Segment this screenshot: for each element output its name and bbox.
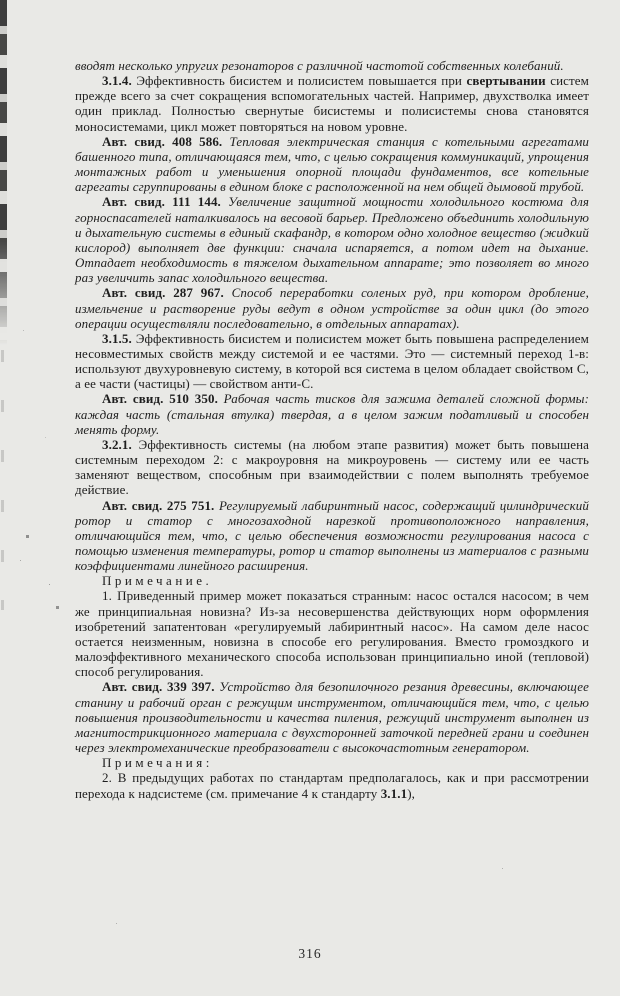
scan-edge-artifact (0, 0, 7, 345)
paragraph-10 (75, 588, 589, 679)
text-run: Устройство для безопилочного резания древесины, включающее станину и рабочий орган с режущим инструментом, отличающийся тем, что, с целью повышения производительности и качества пиления, режущий инструмент выполнен из магнитострикционного материала с двухсторонней заточкой передней грани и соединен через электромеханические преобразователи с высокочастотным генератором. (75, 679, 589, 756)
paragraph-11 (75, 679, 589, 755)
text-run: Эффективность бисистем и полисистем повышается при (131, 73, 467, 89)
text-run: Тепловая электрическая станция с котельными агрегатами башенного типа, отличающаяся тем, что, с целью сокращения коммуникаций, упрощения монтажных работ и уменьшения опорной площади фундаментов, все котельные агрегаты сгруппированы в едином блоке с расположенной на нем общей дымовой трубой. (75, 133, 590, 195)
text-run: 3.1.4. (102, 73, 132, 89)
paragraph-3 (75, 194, 589, 285)
paragraph-0 (75, 58, 589, 73)
text-run: 3.1.1 (380, 785, 408, 801)
text-run: Увеличение защитной мощности холодильного костюма для горноспасателей наталкивалось на весовой барьер. Предложено объединить холодильную и дыхательную системы в единый скафандр, в котором одно холодное вещество (жидкий кислород) выполняет две функции: сначала испаряется, а потом идет на дыхание. Отпадает необходимость в тяжелом дыхательном аппарате; это позволяет во много раз увеличить запас холодильного вещества. (75, 194, 589, 286)
text-run: Эффективность бисистем и полисистем может быть повышена распределением несовместимых свойств между системой и ее частями. Это — системный переход 1-в: используют двухуровневую систему, в которой вся система в целом обладает свойством С, а ее части (частицы) — свойством анти-С. (75, 330, 589, 392)
paragraph-8 (75, 498, 589, 574)
paragraph-9 (75, 573, 589, 588)
text-block (75, 58, 589, 801)
paragraph-5 (75, 331, 589, 392)
text-run: систем прежде всего за счет сокращения вспомогательных частей. Например, двухстволка имеет один приклад. Полностью свернутые бисистемы и полисистемы снова становятся моносистемами, цикл может повторяться на новом уровне. (75, 73, 589, 134)
paragraph-12 (75, 755, 589, 770)
text-run: Регулируемый лабиринтный насос, содержащий цилиндрический ротор и статор с многозаходной нарезкой противоположного направления, отличающийся тем, что, с целью обеспечения возможности регулирования насоса с помощью изменения температуры, ротор и статор выполнены из материалов с разными коэффициентами линейного расширения. (75, 497, 589, 574)
text-run: Авт. свид. 339 397. (102, 679, 215, 695)
paragraph-7 (75, 437, 589, 498)
page-number: 316 (298, 946, 322, 961)
paragraph-6 (75, 391, 589, 436)
text-run: вводят несколько упругих резонаторов с различной частотой собственных колебаний. (75, 58, 564, 73)
text-run: Авт. свид. 287 967. (102, 285, 224, 301)
paper-specks (0, 0, 1, 1)
paragraph-13 (75, 770, 589, 800)
text-run: Рабочая часть тисков для зажима деталей сложной формы: каждая часть (стальная втулка) твердая, а в целом зажим податливый и способен менять форму. (75, 391, 590, 437)
text-run: Авт. свид. 111 144. (102, 194, 221, 210)
text-run: Эффективность системы (на любом этапе развития) может быть повышена системным переходом 2: с макроуровня на микроуровень — систему или ее часть заменяют веществом, способным при взаимодействии с полем выполнять требуемое действие. (75, 436, 589, 498)
text-run: ), (407, 785, 415, 801)
text-run: Авт. свид. 510 350. (102, 391, 218, 407)
text-run: свертывании (466, 73, 546, 89)
text-run: 1. Приведенный пример может показаться странным: насос остался насосом; в чем же принципиальная новизна? Из-за несовершенства действующих норм оформления изобретений запатентован «регулируемый лабиринтный насос». На самом деле насос остается неизменным, новизна в способе его регулирования. Вместо громоздкого и малоэффективного механического способа использован принципиально иной (тепловой) способ регулирования. (75, 588, 589, 680)
paragraph-1 (75, 73, 589, 134)
text-run: Способ переработки соленых руд, при котором дробление, измельчение и растворение руды ведут в одном устройстве за один цикл (до этого операции осуществляли последовательно, в отдельных аппаратах). (75, 285, 590, 331)
text-run: 3.2.1. (102, 436, 132, 452)
text-run: Примечания: (102, 755, 213, 771)
text-run: Авт. свид. 408 586. (102, 133, 223, 149)
paragraph-4 (75, 285, 589, 330)
paragraph-2 (75, 134, 589, 195)
scan-edge-artifact-lower (1, 350, 4, 610)
text-run: Примечание. (102, 573, 213, 589)
text-run: Авт. свид. 275 751. (102, 497, 215, 513)
text-run: 2. В предыдущих работах по стандартам предполагалось, как и при рассмотрении перехода к надсистеме (см. примечание 4 к стандарту (75, 770, 589, 801)
text-run: 3.1.5. (102, 330, 132, 346)
